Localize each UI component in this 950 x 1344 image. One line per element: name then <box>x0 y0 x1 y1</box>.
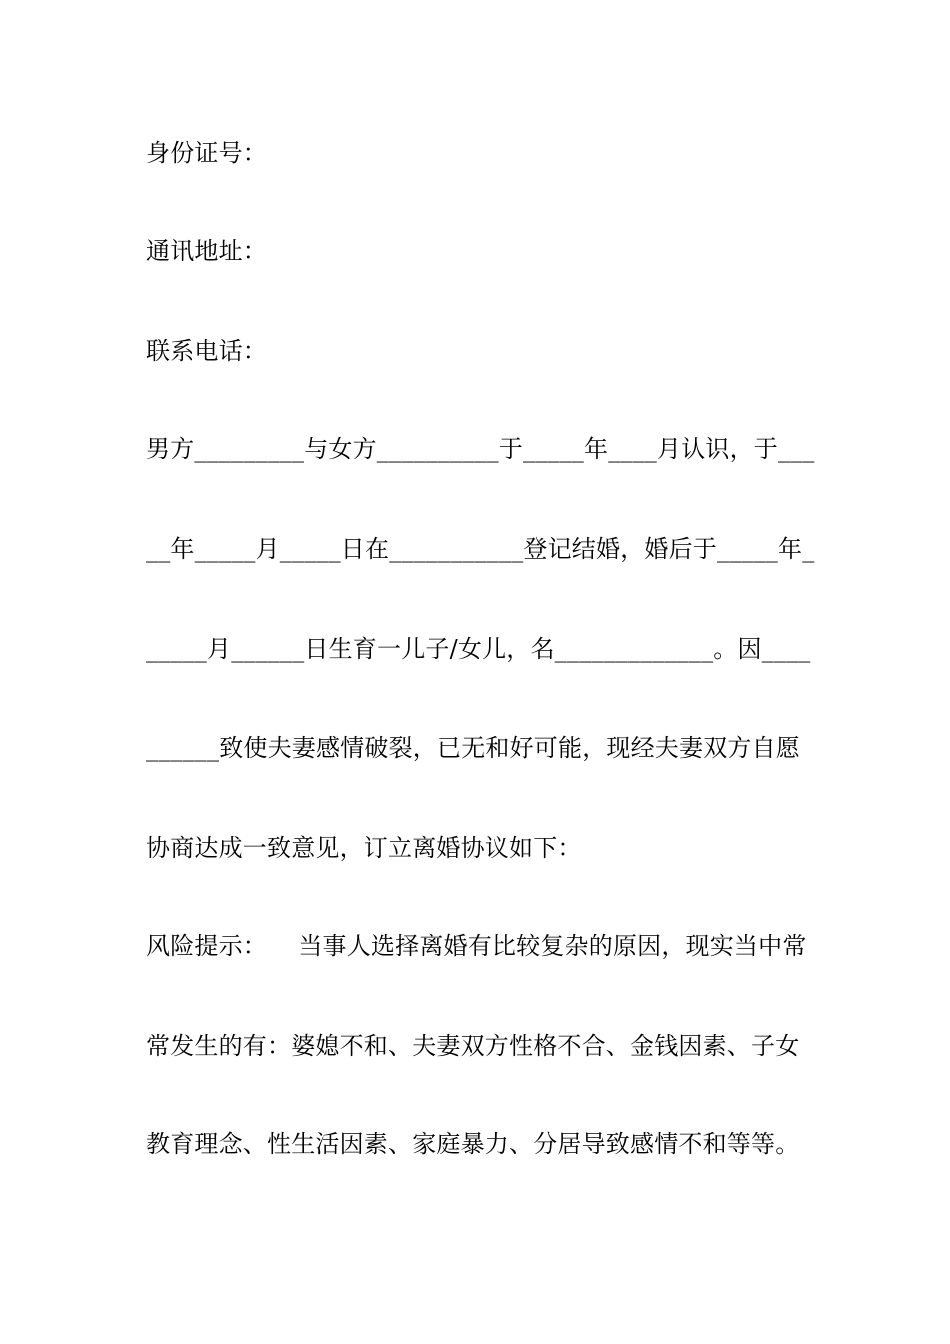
marriage-paragraph-line-2: __年_____月_____日在___________登记结婚，婚后于_____年_ <box>146 535 815 563</box>
phone-label: 联系电话： <box>146 337 267 365</box>
marriage-paragraph-line-5: 协商达成一致意见，订立离婚协议如下： <box>146 834 582 862</box>
risk-notice-line-1: 风险提示： 当事人选择离婚有比较复杂的原因，现实当中常 <box>146 932 807 960</box>
address-label: 通讯地址： <box>146 237 267 265</box>
marriage-paragraph-line-3: _____月______日生育一儿子/女儿，名_____________。因____ <box>146 635 811 663</box>
marriage-paragraph-line-4: ______致使夫妻感情破裂，已无和好可能，现经夫妻双方自愿 <box>146 734 800 762</box>
id-number-label: 身份证号： <box>146 139 267 167</box>
risk-notice-line-3: 教育理念、性生活因素、家庭暴力、分居导致感情不和等等。 <box>146 1130 800 1158</box>
risk-notice-line-2: 常发生的有：婆媳不和、夫妻双方性格不合、金钱因素、子女 <box>146 1032 800 1060</box>
marriage-paragraph-line-1: 男方_________与女方__________于_____年____月认识，于___ <box>146 435 815 463</box>
